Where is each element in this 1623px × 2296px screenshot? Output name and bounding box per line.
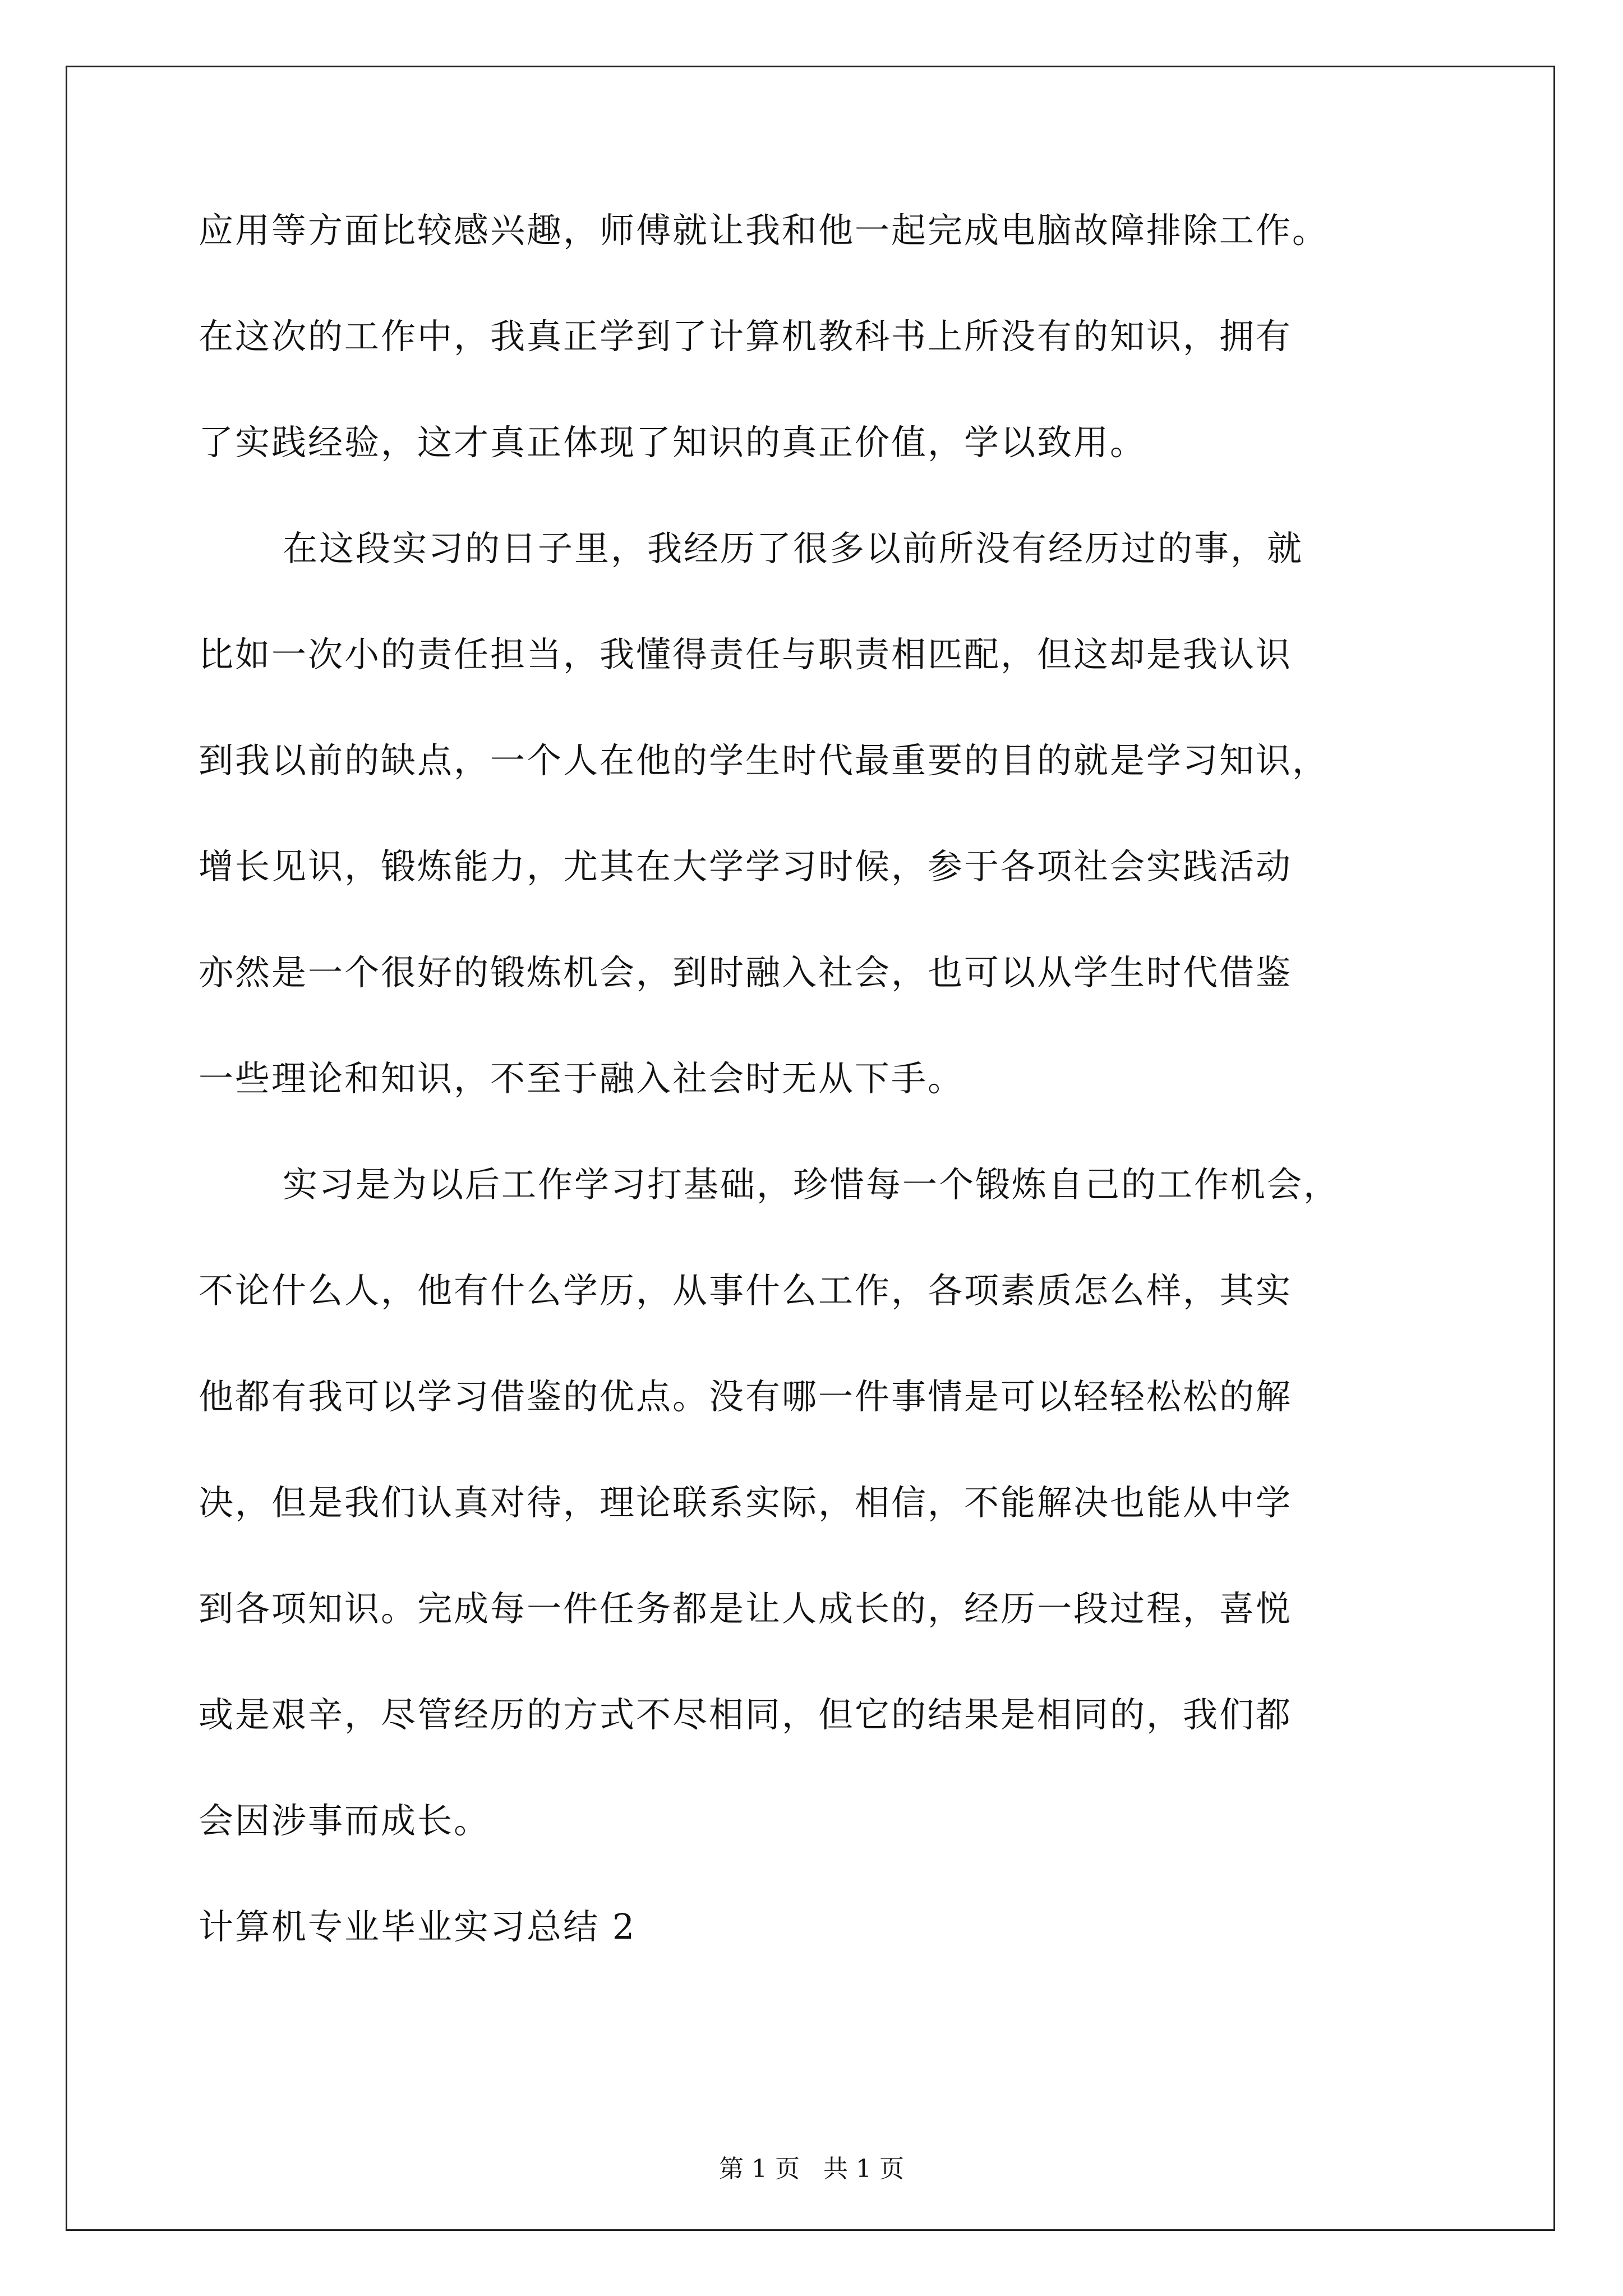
text-line: 比如一次小的责任担当，我懂得责任与职责相匹配，但这却是我认识: [199, 634, 1293, 675]
text-line: 决，但是我们认真对待，理论联系实际，相信，不能解决也能从中学: [199, 1482, 1293, 1523]
text-line: 他都有我可以学习借鉴的优点。没有哪一件事情是可以轻轻松松的解: [199, 1376, 1293, 1417]
text-line: 到我以前的缺点，一个人在他的学生时代最重要的目的就是学习知识，: [199, 740, 1329, 781]
text-line: 在这次的工作中，我真正学到了计算机教科书上所没有的知识，拥有: [199, 316, 1293, 357]
paragraph-start-line: 在这段实习的日子里，我经历了很多以前所没有经历过的事，就: [283, 528, 1304, 569]
section-heading: 计算机专业毕业实习总结 2: [199, 1906, 637, 1947]
text-line: 一些理论和知识，不至于融入社会时无从下手。: [199, 1058, 965, 1099]
text-line: 会因涉事而成长。: [199, 1800, 491, 1841]
text-line: 应用等方面比较感兴趣，师傅就让我和他一起完成电脑故障排除工作。: [199, 210, 1329, 251]
text-line: 或是艰辛，尽管经历的方式不尽相同，但它的结果是相同的，我们都: [199, 1694, 1293, 1735]
text-line: 亦然是一个很好的锻炼机会，到时融入社会，也可以从学生时代借鉴: [199, 952, 1293, 993]
paragraph-start-line: 实习是为以后工作学习打基础，珍惜每一个锻炼自己的工作机会，: [283, 1164, 1340, 1205]
text-line: 到各项知识。完成每一件任务都是让人成长的，经历一段过程，喜悦: [199, 1588, 1293, 1629]
text-line: 不论什么人，他有什么学历，从事什么工作，各项素质怎么样，其实: [199, 1270, 1293, 1311]
text-line: 增长见识，锻炼能力，尤其在大学学习时候，参于各项社会实践活动: [199, 846, 1293, 887]
page-number-footer: 第 1 页 共 1 页: [719, 2155, 904, 2183]
document-body: [199, 210, 1472, 2016]
text-line: 了实践经验，这才真正体现了知识的真正价值，学以致用。: [199, 422, 1147, 463]
